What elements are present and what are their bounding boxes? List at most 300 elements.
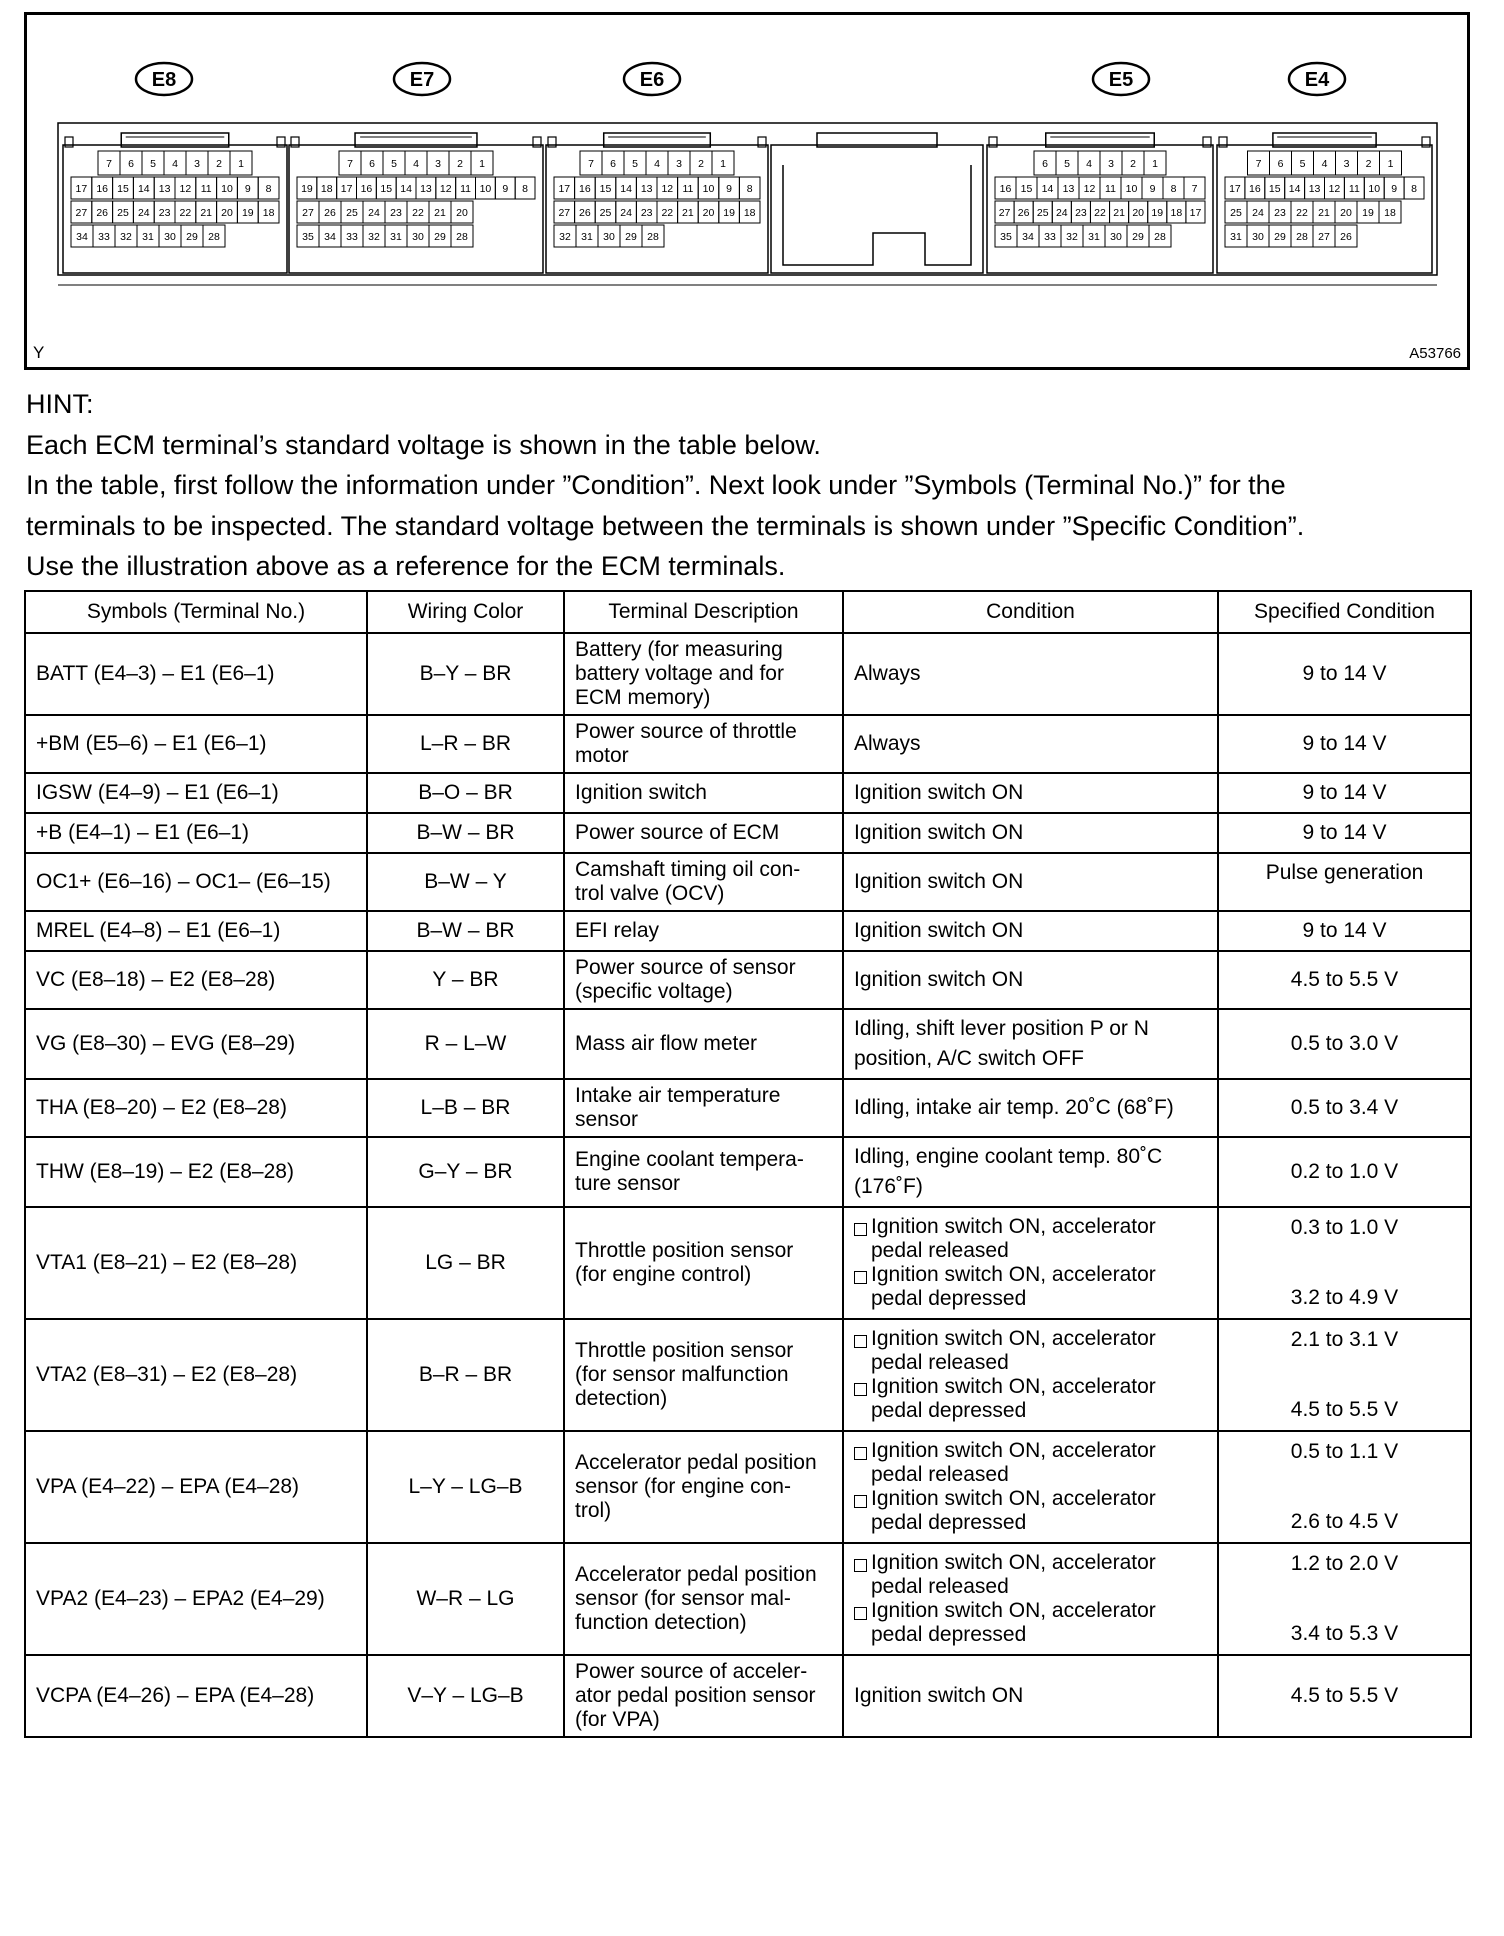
terminal-number: 5: [391, 158, 397, 170]
corner-label: Y: [33, 343, 45, 362]
condition-item: [854, 1487, 1207, 1535]
specified-value: 0.5 to 1.1 V: [1290, 1440, 1399, 1463]
symbols-cell: MREL (E4–8) – E1 (E6–1): [25, 911, 367, 951]
terminal-number: 16: [96, 183, 109, 195]
terminal-number: 12: [439, 183, 452, 195]
condition-cell: [843, 1543, 1218, 1655]
specified-value: 9 to 14 V: [1302, 781, 1387, 804]
terminal-number: 25: [599, 207, 612, 219]
terminal-number: 25: [1036, 207, 1049, 219]
specified-value: 9 to 14 V: [1302, 732, 1387, 755]
terminal-number: 16: [999, 183, 1012, 195]
terminal-number: 3: [1108, 158, 1114, 170]
table-header-row: [25, 591, 1471, 633]
terminal-number: 34: [76, 231, 88, 243]
symbols-cell: BATT (E4–3) – E1 (E6–1): [25, 633, 367, 715]
checkbox-icon: [854, 1271, 867, 1284]
terminal-number: 28: [647, 231, 659, 243]
terminal-number: 11: [1348, 183, 1360, 195]
header-specified-condition: Specified Condition: [1218, 591, 1471, 633]
description-cell: Throttle position sensor (for engine control): [564, 1207, 843, 1319]
terminal-number: 7: [1191, 183, 1198, 195]
specified-condition-cell: [1218, 951, 1471, 1009]
description-cell: Battery (for measuring battery voltage and for ECM memory): [564, 633, 843, 715]
terminal-number: 15: [1268, 183, 1281, 195]
specified-value: 9 to 14 V: [1302, 662, 1387, 685]
terminal-number: 24: [137, 207, 150, 219]
hint-line: Use the illustration above as a reference for the ECM terminals.: [26, 551, 786, 581]
terminal-number: 24: [368, 207, 380, 219]
terminal-number: 8: [522, 183, 529, 195]
terminal-number: 1: [720, 158, 726, 170]
terminal-number: 30: [164, 231, 176, 243]
symbols-cell: IGSW (E4–9) – E1 (E6–1): [25, 773, 367, 813]
symbols-cell: +B (E4–1) – E1 (E6–1): [25, 813, 367, 853]
condition-text: Ignition switch ON, accelerator pedal depressed: [871, 1263, 1156, 1310]
checkbox-icon: [854, 1223, 867, 1236]
terminal-number: 27: [558, 207, 571, 219]
description-cell: Accelerator pedal position sensor (for sensor mal- function detection): [564, 1543, 843, 1655]
symbols-cell: THW (E8–19) – E2 (E8–28): [25, 1137, 367, 1207]
table-row: [25, 1431, 1471, 1543]
hint-section: [26, 384, 1476, 587]
terminal-number: 35: [1000, 231, 1012, 243]
condition-item: [854, 1599, 1207, 1647]
checkbox-icon: [854, 1383, 867, 1396]
terminal-number: 17: [75, 183, 88, 195]
terminal-number: 2: [1130, 158, 1136, 170]
table-row: [25, 633, 1471, 715]
terminal-number: 19: [301, 183, 313, 195]
terminal-number: 32: [368, 231, 380, 243]
terminal-number: 3: [435, 158, 441, 170]
terminal-number: 20: [221, 207, 233, 219]
terminal-number: 27: [1318, 231, 1330, 243]
terminal-number: 8: [265, 183, 272, 195]
description-cell: Intake air temperature sensor: [564, 1079, 843, 1137]
terminal-number: 6: [128, 158, 134, 170]
wiring-color-cell: B–O – BR: [367, 773, 564, 813]
terminal-number: 29: [1274, 231, 1286, 243]
condition-text: Ignition switch ON: [854, 821, 1024, 844]
specified-value: 0.5 to 3.0 V: [1290, 1032, 1399, 1055]
symbols-cell: VPA2 (E4–23) – EPA2 (E4–29): [25, 1543, 367, 1655]
terminal-number: 5: [1299, 158, 1306, 170]
terminal-number: 22: [661, 207, 674, 219]
table-row: [25, 773, 1471, 813]
terminal-number: 11: [200, 183, 212, 195]
condition-text: Ignition switch ON: [854, 1684, 1024, 1707]
terminal-number: 8: [746, 183, 753, 195]
terminal-number: 12: [1328, 183, 1341, 195]
terminal-number: 3: [194, 158, 200, 170]
terminal-number: 12: [179, 183, 192, 195]
table-row: [25, 1137, 1471, 1207]
wiring-color-cell: Y – BR: [367, 951, 564, 1009]
terminal-number: 2: [216, 158, 222, 170]
terminal-number: 13: [158, 183, 171, 195]
specified-value: 0.3 to 1.0 V: [1290, 1216, 1399, 1239]
terminal-number: 23: [640, 207, 653, 219]
terminal-number: 21: [434, 207, 446, 219]
terminal-number: 17: [340, 183, 353, 195]
terminal-number: 15: [599, 183, 612, 195]
specified-condition-cell: [1218, 715, 1471, 773]
terminal-number: 13: [640, 183, 653, 195]
terminal-number: 12: [661, 183, 674, 195]
connector-illustration: [27, 15, 1467, 367]
wiring-color-cell: B–R – BR: [367, 1319, 564, 1431]
specified-condition-cell: [1218, 911, 1471, 951]
terminal-number: 14: [1041, 183, 1054, 195]
terminal-number: 10: [221, 183, 233, 195]
specified-condition-cell: [1218, 813, 1471, 853]
terminal-number: 13: [1062, 183, 1075, 195]
wiring-color-cell: L–R – BR: [367, 715, 564, 773]
terminal-number: 32: [1066, 231, 1078, 243]
terminal-number: 29: [434, 231, 446, 243]
specified-condition-cell: [1218, 1207, 1471, 1319]
specified-value: 3.2 to 4.9 V: [1290, 1286, 1399, 1309]
terminal-number: 35: [302, 231, 314, 243]
specified-condition-cell: [1218, 1079, 1471, 1137]
condition-text: Idling, shift lever position P or N position, A/C switch OFF: [854, 1017, 1149, 1070]
terminal-number: 1: [479, 158, 485, 170]
condition-cell: [843, 1207, 1218, 1319]
description-cell: Ignition switch: [564, 773, 843, 813]
terminal-number: 1: [1152, 158, 1158, 170]
terminal-number: 11: [682, 183, 694, 195]
terminal-number: 9: [726, 183, 733, 195]
terminal-number: 2: [698, 158, 704, 170]
figure-code: A53766: [1409, 345, 1461, 362]
terminal-number: 31: [390, 231, 402, 243]
condition-text: Idling, engine coolant temp. 80˚C (176˚F): [854, 1145, 1163, 1198]
wiring-color-cell: V–Y – LG–B: [367, 1655, 564, 1737]
condition-cell: [843, 1319, 1218, 1431]
table-row: [25, 1207, 1471, 1319]
terminal-number: 20: [456, 207, 468, 219]
condition-text: Ignition switch ON, accelerator pedal released: [871, 1215, 1156, 1262]
terminal-number: 24: [1055, 207, 1068, 219]
terminal-number: 6: [369, 158, 375, 170]
specified-condition-cell: [1218, 853, 1471, 911]
terminal-number: 6: [1277, 158, 1284, 170]
terminal-number: 18: [320, 183, 333, 195]
condition-text: Ignition switch ON, accelerator pedal depressed: [871, 1375, 1156, 1422]
terminal-number: 26: [579, 207, 591, 219]
specified-value: 4.5 to 5.5 V: [1290, 1398, 1399, 1421]
terminal-number: 10: [702, 183, 715, 195]
description-cell: Throttle position sensor (for sensor malfunction detection): [564, 1319, 843, 1431]
terminal-number: 7: [588, 158, 594, 170]
terminal-number: 4: [172, 158, 178, 170]
specified-value: 2.1 to 3.1 V: [1290, 1328, 1399, 1351]
condition-item: [854, 1263, 1207, 1311]
terminal-number: 30: [1110, 231, 1122, 243]
terminal-number: 29: [1132, 231, 1144, 243]
table-row: [25, 1543, 1471, 1655]
terminal-number: 14: [400, 183, 412, 195]
terminal-number: 21: [1318, 207, 1330, 219]
terminal-number: 9: [1149, 183, 1156, 195]
specified-condition-cell: [1218, 1655, 1471, 1737]
terminal-number: 26: [324, 207, 336, 219]
terminal-number: 7: [106, 158, 112, 170]
terminal-number: 4: [413, 158, 419, 170]
wiring-color-cell: B–W – BR: [367, 813, 564, 853]
condition-cell: [843, 813, 1218, 853]
terminal-number: 28: [1154, 231, 1166, 243]
symbols-cell: OC1+ (E6–16) – OC1– (E6–15): [25, 853, 367, 911]
hint-line: Each ECM terminal’s standard voltage is shown in the table below.: [26, 429, 821, 460]
terminal-number: 24: [1252, 207, 1264, 219]
specified-value: 0.2 to 1.0 V: [1290, 1160, 1399, 1183]
terminal-number: 30: [603, 231, 615, 243]
condition-cell: [843, 1137, 1218, 1207]
terminal-number: 26: [1340, 231, 1352, 243]
terminal-number: 21: [682, 207, 694, 219]
specified-value: 9 to 14 V: [1302, 821, 1387, 844]
terminal-number: 5: [150, 158, 156, 170]
terminal-number: 14: [1288, 183, 1301, 195]
specified-condition-cell: [1218, 1009, 1471, 1079]
specified-value: 1.2 to 2.0 V: [1290, 1552, 1399, 1575]
specified-value: 4.5 to 5.5 V: [1290, 1684, 1399, 1707]
terminal-number: 14: [137, 183, 150, 195]
terminal-number: 25: [117, 207, 129, 219]
connector-label: E5: [1108, 69, 1134, 91]
condition-cell: [843, 633, 1218, 715]
condition-text: Ignition switch ON, accelerator pedal released: [871, 1551, 1156, 1598]
hint-line: In the table, first follow the information under ”Condition”. Next look under ”Symbols (Terminal No.)” for the: [26, 470, 1286, 500]
condition-cell: [843, 1431, 1218, 1543]
terminal-number: 18: [743, 207, 756, 219]
terminal-number: 22: [179, 207, 192, 219]
terminal-number: 23: [1274, 207, 1286, 219]
terminal-number: 22: [412, 207, 424, 219]
terminal-number: 6: [1042, 158, 1048, 170]
terminal-number: 2: [457, 158, 463, 170]
hint-line: terminals to be inspected. The standard voltage between the terminals is shown under ”Specific Condition”.: [26, 510, 1305, 541]
checkbox-icon: [854, 1607, 867, 1620]
terminal-number: 29: [186, 231, 198, 243]
wiring-color-cell: LG – BR: [367, 1207, 564, 1319]
wiring-color-cell: B–W – BR: [367, 911, 564, 951]
symbols-cell: THA (E8–20) – E2 (E8–28): [25, 1079, 367, 1137]
condition-text: Ignition switch ON: [854, 968, 1024, 991]
wiring-color-cell: R – L–W: [367, 1009, 564, 1079]
condition-text: Ignition switch ON, accelerator pedal released: [871, 1439, 1156, 1486]
terminal-number: 28: [1296, 231, 1308, 243]
terminal-number: 20: [1340, 207, 1352, 219]
center-recess: [783, 165, 971, 265]
terminal-number: 11: [1105, 183, 1116, 195]
terminal-number: 24: [620, 207, 632, 219]
symbols-cell: VG (E8–30) – EVG (E8–29): [25, 1009, 367, 1079]
specified-condition-cell: [1218, 1431, 1471, 1543]
terminal-number: 23: [1075, 207, 1087, 219]
terminal-number: 33: [346, 231, 358, 243]
terminal-number: 4: [1086, 158, 1092, 170]
terminal-number: 28: [456, 231, 468, 243]
terminal-number: 33: [1044, 231, 1056, 243]
terminal-number: 31: [142, 231, 154, 243]
table-row: [25, 813, 1471, 853]
table-row: [25, 1009, 1471, 1079]
condition-item: [854, 1375, 1207, 1423]
condition-cell: [843, 1655, 1218, 1737]
specified-condition-cell: [1218, 1319, 1471, 1431]
terminal-number: 13: [420, 183, 432, 195]
checkbox-icon: [854, 1495, 867, 1508]
terminal-number: 10: [479, 183, 492, 195]
terminal-number: 22: [1094, 207, 1106, 219]
specified-value: 9 to 14 V: [1302, 919, 1387, 942]
table-row: [25, 715, 1471, 773]
terminal-number: 3: [1343, 158, 1350, 170]
terminal-number: 9: [1391, 183, 1398, 195]
ecm-connector-diagram: [24, 12, 1470, 370]
terminal-number: 10: [1368, 183, 1381, 195]
terminal-number: 4: [1321, 158, 1328, 170]
table-row: [25, 1079, 1471, 1137]
terminal-number: 17: [558, 183, 571, 195]
symbols-cell: +BM (E5–6) – E1 (E6–1): [25, 715, 367, 773]
wiring-color-cell: W–R – LG: [367, 1543, 564, 1655]
specified-value: 0.5 to 3.4 V: [1290, 1096, 1399, 1119]
hint-title: HINT:: [26, 389, 94, 419]
checkbox-icon: [854, 1559, 867, 1572]
connector-label: E6: [639, 69, 665, 91]
specified-condition-cell: [1218, 1543, 1471, 1655]
terminal-number: 28: [208, 231, 220, 243]
specified-value: 3.4 to 5.3 V: [1290, 1622, 1399, 1645]
terminal-number: 11: [460, 183, 472, 195]
terminal-number: 10: [1125, 183, 1138, 195]
terminal-number: 18: [1384, 207, 1396, 219]
connector-label: E7: [409, 69, 435, 91]
condition-cell: [843, 951, 1218, 1009]
description-cell: Power source of throttle motor: [564, 715, 843, 773]
symbols-cell: VTA2 (E8–31) – E2 (E8–28): [25, 1319, 367, 1431]
condition-text: Always: [854, 662, 921, 685]
description-cell: EFI relay: [564, 911, 843, 951]
wiring-color-cell: G–Y – BR: [367, 1137, 564, 1207]
condition-text: Ignition switch ON, accelerator pedal depressed: [871, 1599, 1156, 1646]
condition-text: Ignition switch ON: [854, 919, 1024, 942]
terminal-number: 26: [1017, 207, 1030, 219]
terminal-voltage-table: [24, 590, 1472, 1738]
header-wiring-color: Wiring Color: [367, 591, 564, 633]
specified-condition-cell: [1218, 1137, 1471, 1207]
terminal-number: 31: [581, 231, 593, 243]
terminal-number: 23: [158, 207, 171, 219]
terminal-number: 8: [1411, 183, 1417, 195]
checkbox-icon: [854, 1447, 867, 1460]
condition-cell: [843, 911, 1218, 951]
condition-item: [854, 1215, 1207, 1263]
wiring-color-cell: L–Y – LG–B: [367, 1431, 564, 1543]
terminal-number: 27: [75, 207, 88, 219]
symbols-cell: VPA (E4–22) – EPA (E4–28): [25, 1431, 367, 1543]
terminal-number: 7: [1255, 158, 1262, 170]
table-row: [25, 1319, 1471, 1431]
terminal-number: 19: [241, 207, 254, 219]
terminal-number: 15: [117, 183, 129, 195]
condition-text: Idling, intake air temp. 20˚C (68˚F): [854, 1096, 1174, 1119]
symbols-cell: VCPA (E4–26) – EPA (E4–28): [25, 1655, 367, 1737]
terminal-number: 29: [625, 231, 637, 243]
header-symbols: Symbols (Terminal No.): [25, 591, 367, 633]
condition-text: Ignition switch ON, accelerator pedal released: [871, 1327, 1156, 1374]
terminal-number: 15: [380, 183, 393, 195]
table-row: [25, 951, 1471, 1009]
terminal-number: 16: [1249, 183, 1261, 195]
symbols-cell: VC (E8–18) – E2 (E8–28): [25, 951, 367, 1009]
wiring-color-cell: B–Y – BR: [367, 633, 564, 715]
terminal-number: 22: [1296, 207, 1308, 219]
specified-value: 4.5 to 5.5 V: [1290, 968, 1399, 991]
terminal-number: 5: [632, 158, 638, 170]
terminal-number: 19: [1362, 207, 1374, 219]
terminal-number: 30: [412, 231, 424, 243]
terminal-number: 18: [262, 207, 275, 219]
wiring-color-cell: L–B – BR: [367, 1079, 564, 1137]
terminal-number: 27: [998, 207, 1011, 219]
terminal-number: 2: [1365, 158, 1372, 170]
terminal-number: 9: [244, 183, 251, 195]
condition-item: [854, 1551, 1207, 1599]
specified-value: Pulse generation: [1265, 861, 1424, 884]
terminal-number: 14: [620, 183, 632, 195]
terminal-number: 17: [1229, 183, 1241, 195]
terminal-number: 12: [1083, 183, 1096, 195]
terminal-number: 19: [723, 207, 735, 219]
specified-value: 2.6 to 4.5 V: [1290, 1510, 1399, 1533]
terminal-number: 31: [1088, 231, 1100, 243]
terminal-number: 34: [324, 231, 336, 243]
terminal-number: 32: [120, 231, 132, 243]
symbols-cell: VTA1 (E8–21) – E2 (E8–28): [25, 1207, 367, 1319]
terminal-number: 18: [1170, 207, 1183, 219]
terminal-number: 16: [579, 183, 591, 195]
terminal-number: 5: [1064, 158, 1070, 170]
terminal-number: 23: [390, 207, 402, 219]
condition-text: Ignition switch ON: [854, 870, 1024, 893]
header-terminal-description: Terminal Description: [564, 591, 843, 633]
table-body: [25, 633, 1471, 1737]
table-row: [25, 853, 1471, 911]
condition-cell: [843, 773, 1218, 813]
condition-cell: [843, 1009, 1218, 1079]
condition-item: [854, 1327, 1207, 1375]
terminal-number: 25: [1230, 207, 1242, 219]
description-cell: Engine coolant tempera- ture sensor: [564, 1137, 843, 1207]
terminal-number: 27: [302, 207, 314, 219]
connector-label: E8: [151, 69, 177, 91]
terminal-number: 6: [610, 158, 616, 170]
checkbox-icon: [854, 1335, 867, 1348]
wiring-color-cell: B–W – Y: [367, 853, 564, 911]
header-condition: Condition: [843, 591, 1218, 633]
terminal-number: 3: [676, 158, 682, 170]
specified-condition-cell: [1218, 773, 1471, 813]
terminal-number: 20: [702, 207, 715, 219]
terminal-number: 32: [559, 231, 571, 243]
terminal-number: 30: [1252, 231, 1264, 243]
terminal-number: 25: [346, 207, 358, 219]
